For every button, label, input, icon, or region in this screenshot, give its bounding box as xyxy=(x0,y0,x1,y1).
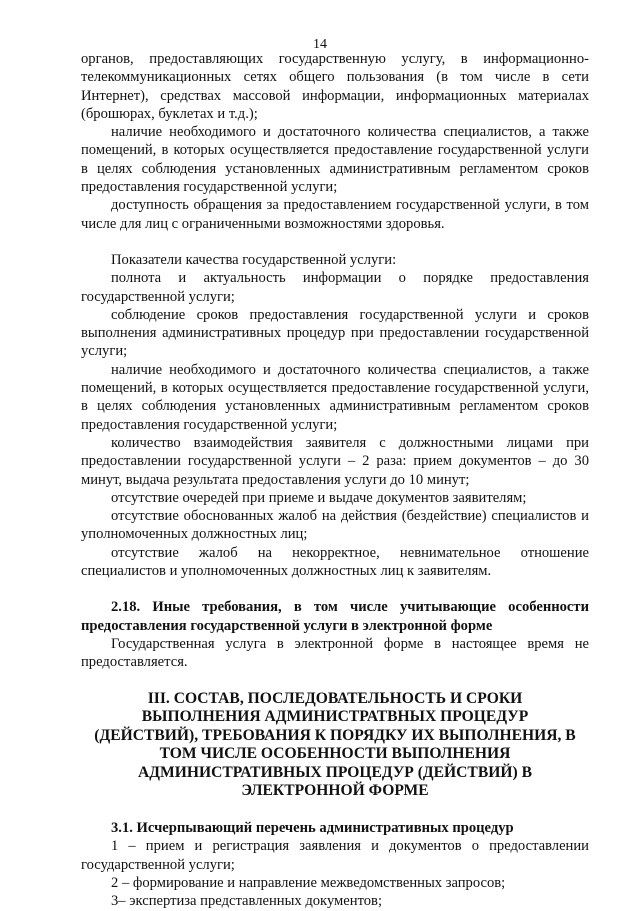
section-2-18-heading: 2.18. Иные требования, в том числе учитывающие особенности предоставления государственной услуги в электронной форме xyxy=(81,599,589,634)
paragraph: отсутствие очередей при приеме и выдаче документов заявителям; xyxy=(111,489,527,506)
page-number: 14 xyxy=(313,37,327,52)
paragraph: соблюдение сроков предоставления государственной услуги и сроков выполнения административных процедур при предоставлении государственной услуги; xyxy=(81,306,589,360)
section-3-1-heading: 3.1. Исчерпывающий перечень административных процедур xyxy=(111,820,514,837)
paragraph: доступность обращения за предоставлением государственной услуги, в том числе для лиц с ограниченными возможностями здоровья. xyxy=(81,197,589,232)
paragraph: количество взаимодействия заявителя с должностными лицами при предоставлении государственной услуги – 2 раза: прием документов – до 30 минут, выдача результата предоставления услуги до 10 минут; xyxy=(81,434,589,488)
paragraph: наличие необходимого и достаточного количества специалистов, а также помещений, в которых осуществляется предоставление государственной услуги в целях соблюдения установленных административным регламентом сроков предоставления государственной услуги; xyxy=(81,124,589,196)
procedure-item: 1 – прием и регистрация заявления и документов о предоставлении государственной услуги; xyxy=(81,838,589,873)
paragraph: отсутствие жалоб на некорректное, невнимательное отношение специалистов и уполномоченных должностных лиц к заявителям. xyxy=(81,544,589,580)
paragraph: полнота и актуальность информации о порядке предоставления государственной услуги; xyxy=(81,270,589,305)
paragraph: органов, предоставляющих государственную услугу, в информационно-телекоммуникационных сетях общего пользования (в том числе в сети Интернет), средствах массовой информации, информационных материалах (брошюрах, буклетах и т.д.); xyxy=(81,51,589,122)
procedure-item: 2 – формирование и направление межведомственных запросов; xyxy=(111,874,506,891)
procedure-item: 3– экспертиза представленных документов; xyxy=(111,893,382,910)
section-2-18-text: Государственная услуга в электронной форме в настоящее время не предоставляется. xyxy=(81,635,589,671)
paragraph: наличие необходимого и достаточного количества специалистов, а также помещений, в которых осуществляется предоставление государственной услуги, в целях соблюдения установленных административным регламентом сроков предоставления государственной услуги; xyxy=(81,361,589,433)
paragraph: отсутствие обоснованных жалоб на действия (бездействие) специалистов и уполномоченных должностных лиц; xyxy=(81,508,589,543)
quality-indicators-heading: Показатели качества государственной услуги: xyxy=(111,251,397,268)
document-body xyxy=(81,50,589,911)
chapter-3-heading: III. СОСТАВ, ПОСЛЕДОВАТЕЛЬНОСТЬ И СРОКИ ВЫПОЛНЕНИЯ АДМИНИСТРАТВНЫХ ПРОЦЕДУР (ДЕЙСТВИЙ), ТРЕБОВАНИЯ К ПОРЯДКУ ИХ ВЫПОЛНЕНИЯ, В ТОМ ЧИСЛЕ ОСОБЕННОСТИ ВЫПОЛНЕНИЯ АДМИНИСТРАТИВНЫХ ПРОЦЕДУР (ДЕЙСТВИЙ) В ЭЛЕКТРОННОЙ ФОРМЕ xyxy=(94,689,576,800)
